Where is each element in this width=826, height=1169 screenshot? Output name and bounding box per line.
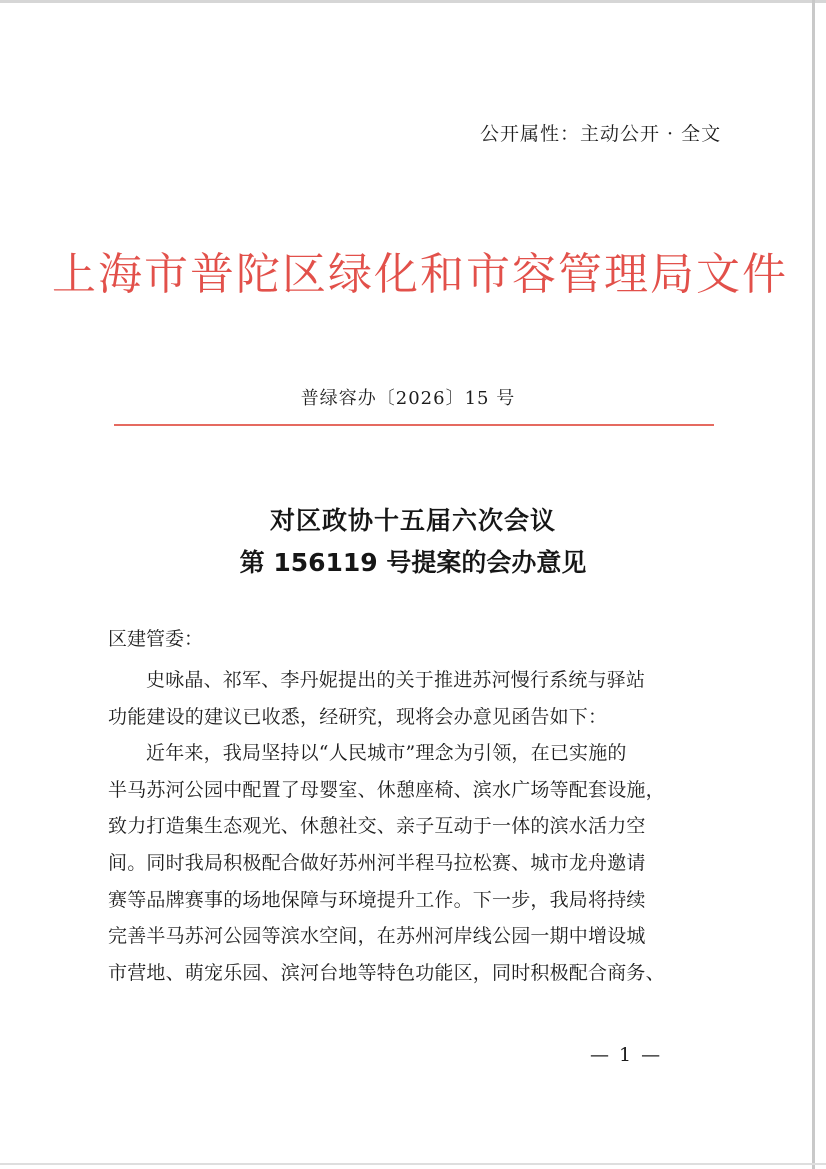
scan-edge-bottom <box>0 1163 826 1165</box>
body-line: 半马苏河公园中配置了母婴室、休憩座椅、滨水广场等配套设施， <box>108 778 665 801</box>
scan-edge-top <box>0 0 826 3</box>
body-line: 近年来，我局坚持以“人民城市”理念为引领，在已实施的 <box>146 742 627 765</box>
page-number: — 1 — <box>590 1044 663 1066</box>
red-divider-rule <box>114 424 714 426</box>
body-text <box>108 662 728 991</box>
body-line: 功能建设的建议已收悉，经研究，现将会办意见函告如下： <box>108 705 608 728</box>
body-line: 赛等品牌赛事的场地保障与环境提升工作。下一步，我局将持续 <box>108 888 646 911</box>
body-line: 史咏晶、祁军、李丹妮提出的关于推进苏河慢行系统与驿站 <box>146 669 646 691</box>
subject-line-1: 对区政协十五届六次会议 <box>269 506 556 535</box>
body-line: 间。同时我局积极配合做好苏州河半程马拉松赛、城市龙舟邀请 <box>108 851 646 874</box>
document-title: 上海市普陀区绿化和市容管理局文件 <box>52 249 788 300</box>
body-line: 市营地、萌宠乐园、滨河台地等特色功能区，同时积极配合商务、 <box>108 961 665 984</box>
recipient: 区建管委： <box>108 628 204 650</box>
subject-heading <box>110 500 716 584</box>
body-line: 完善半马苏河公园等滨水空间，在苏州河岸线公园一期中增设城 <box>108 925 646 948</box>
body-line: 致力打造集生态观光、休憩社交、亲子互动于一体的滨水活力空 <box>108 815 646 838</box>
subject-line-2: 第 156119 号提案的会办意见 <box>239 548 587 577</box>
scan-edge-right <box>812 0 815 1169</box>
disclosure-attribute: 公开属性：主动公开 · 全文 <box>480 123 722 145</box>
document-number: 普绿容办〔2026〕15 号 <box>300 388 516 409</box>
